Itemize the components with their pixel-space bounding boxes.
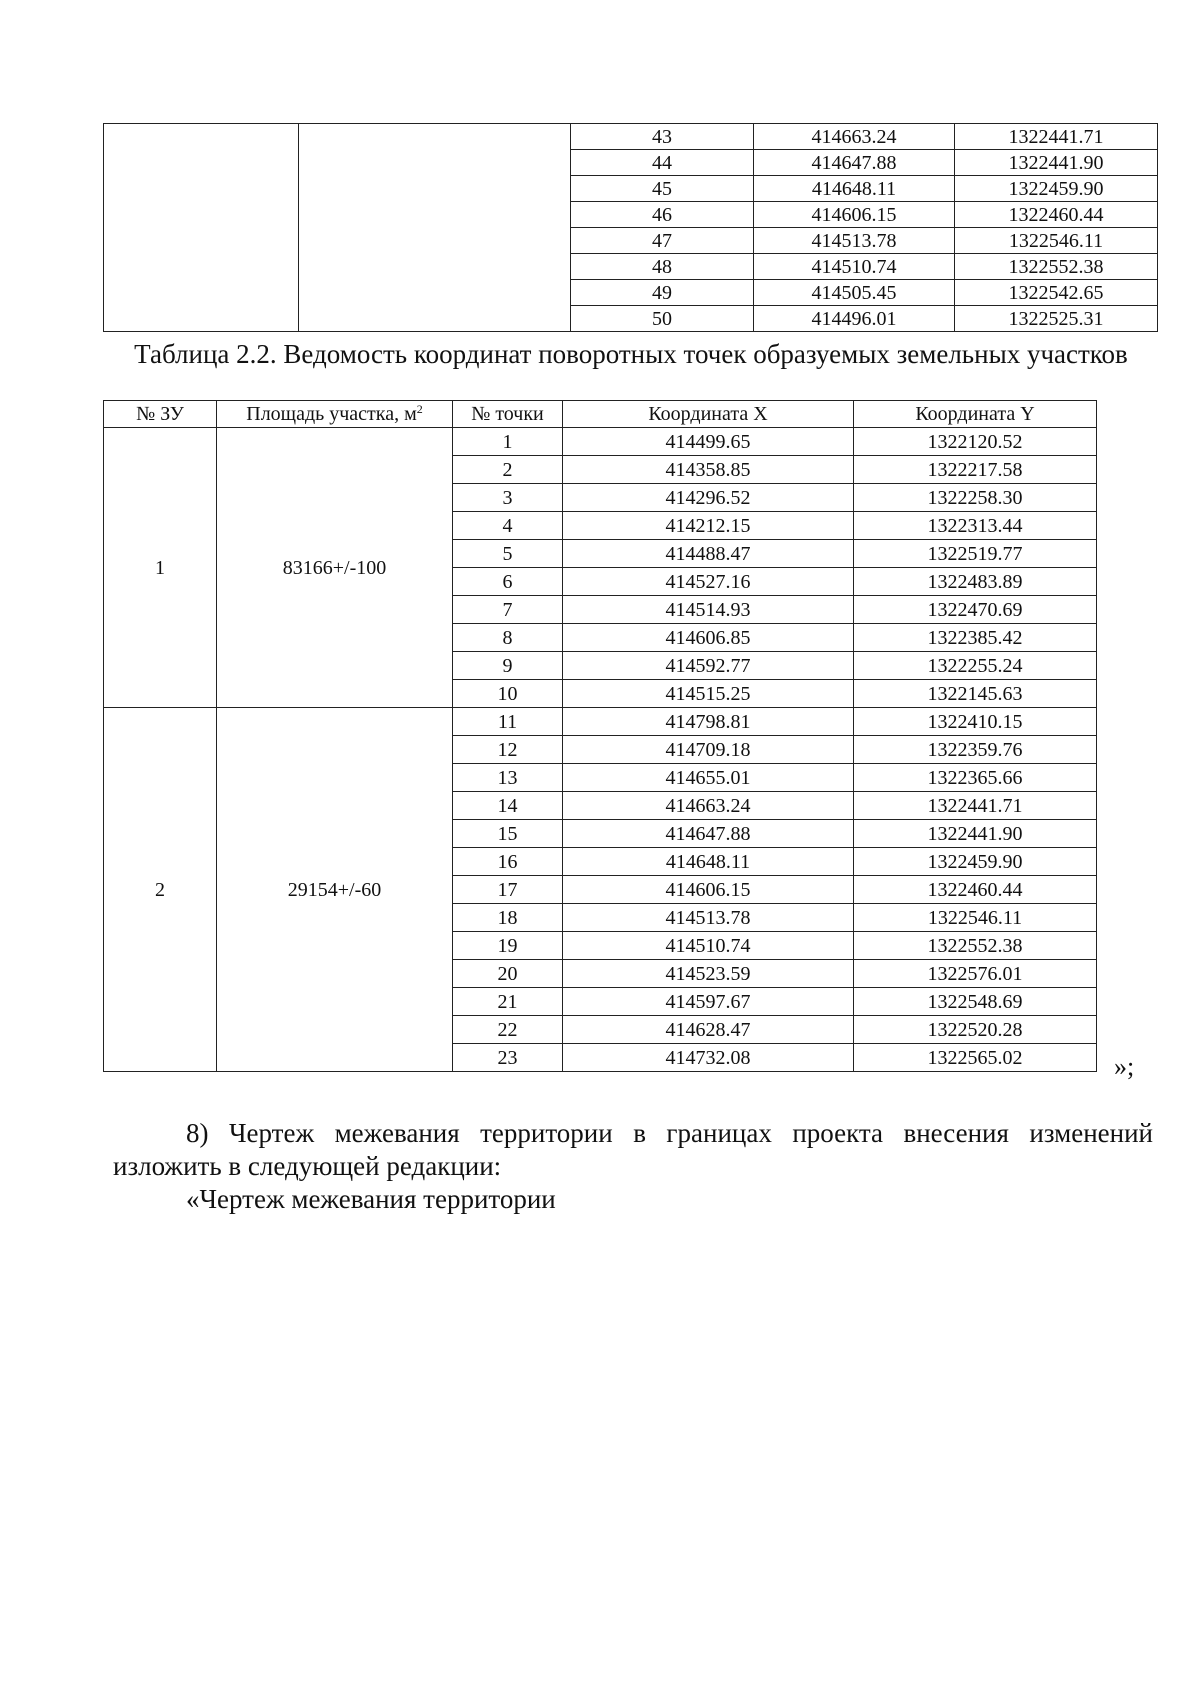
empty-zu-cell <box>104 124 299 332</box>
point-number-cell: 43 <box>571 124 754 150</box>
point-number-cell: 11 <box>453 708 563 736</box>
coord-y-cell: 1322470.69 <box>854 596 1097 624</box>
coord-x-cell: 414496.01 <box>754 306 955 332</box>
continued-coordinates-table <box>103 123 1158 332</box>
coord-y-cell: 1322120.52 <box>854 428 1097 456</box>
area-cell: 29154+/-60 <box>217 708 453 1072</box>
coord-x-cell: 414709.18 <box>563 736 854 764</box>
coord-y-cell: 1322520.28 <box>854 1016 1097 1044</box>
coord-y-cell: 1322441.71 <box>955 124 1158 150</box>
point-number-cell: 13 <box>453 764 563 792</box>
coord-x-cell: 414798.81 <box>563 708 854 736</box>
point-number-cell: 19 <box>453 932 563 960</box>
zu-number-cell: 1 <box>104 428 217 708</box>
closing-quote: »; <box>1114 1052 1135 1081</box>
coord-y-cell: 1322460.44 <box>854 876 1097 904</box>
coord-x-cell: 414655.01 <box>563 764 854 792</box>
point-number-cell: 20 <box>453 960 563 988</box>
table-caption: Таблица 2.2. Ведомость координат поворотных точек образуемых земельных участков <box>134 339 1128 369</box>
coord-y-cell: 1322552.38 <box>854 932 1097 960</box>
point-number-cell: 21 <box>453 988 563 1016</box>
header-zu: № ЗУ <box>104 401 217 428</box>
coord-x-cell: 414510.74 <box>563 932 854 960</box>
header-point: № точки <box>453 401 563 428</box>
coord-y-cell: 1322460.44 <box>955 202 1158 228</box>
coord-x-cell: 414515.25 <box>563 680 854 708</box>
point-number-cell: 47 <box>571 228 754 254</box>
point-number-cell: 18 <box>453 904 563 932</box>
point-number-cell: 49 <box>571 280 754 306</box>
coord-y-cell: 1322542.65 <box>955 280 1158 306</box>
point-number-cell: 4 <box>453 512 563 540</box>
point-number-cell: 22 <box>453 1016 563 1044</box>
empty-area-cell <box>299 124 571 332</box>
coord-x-cell: 414647.88 <box>754 150 955 176</box>
coord-x-cell: 414606.15 <box>754 202 955 228</box>
coord-x-cell: 414212.15 <box>563 512 854 540</box>
coord-y-cell: 1322483.89 <box>854 568 1097 596</box>
coord-y-cell: 1322576.01 <box>854 960 1097 988</box>
header-area-sup: 2 <box>416 402 423 416</box>
coord-x-cell: 414606.85 <box>563 624 854 652</box>
coord-x-cell: 414647.88 <box>563 820 854 848</box>
paragraph-8-line1: 8) Чертеж межевания территории в границах проекта внесения изменений <box>186 1118 1153 1148</box>
table-row <box>104 124 1158 150</box>
coord-y-cell: 1322459.90 <box>854 848 1097 876</box>
coord-x-cell: 414663.24 <box>563 792 854 820</box>
table-row <box>104 428 1097 456</box>
coord-y-cell: 1322525.31 <box>955 306 1158 332</box>
point-number-cell: 3 <box>453 484 563 512</box>
coord-x-cell: 414513.78 <box>563 904 854 932</box>
paragraph-8-line2: изложить в следующей редакции: <box>113 1151 502 1181</box>
point-number-cell: 5 <box>453 540 563 568</box>
coord-y-cell: 1322359.76 <box>854 736 1097 764</box>
coord-x-cell: 414358.85 <box>563 456 854 484</box>
coord-y-cell: 1322552.38 <box>955 254 1158 280</box>
point-number-cell: 12 <box>453 736 563 764</box>
point-number-cell: 8 <box>453 624 563 652</box>
table-row <box>104 708 1097 736</box>
coord-x-cell: 414499.65 <box>563 428 854 456</box>
zu-number-cell: 2 <box>104 708 217 1072</box>
coord-x-cell: 414505.45 <box>754 280 955 306</box>
header-area <box>217 401 453 428</box>
coord-y-cell: 1322548.69 <box>854 988 1097 1016</box>
coord-y-cell: 1322565.02 <box>854 1044 1097 1072</box>
header-x: Координата X <box>563 401 854 428</box>
coordinates-table <box>103 400 1097 1072</box>
point-number-cell: 16 <box>453 848 563 876</box>
point-number-cell: 46 <box>571 202 754 228</box>
point-number-cell: 14 <box>453 792 563 820</box>
coord-x-cell: 414628.47 <box>563 1016 854 1044</box>
coord-y-cell: 1322365.66 <box>854 764 1097 792</box>
coord-x-cell: 414510.74 <box>754 254 955 280</box>
coord-y-cell: 1322258.30 <box>854 484 1097 512</box>
point-number-cell: 7 <box>453 596 563 624</box>
coord-x-cell: 414488.47 <box>563 540 854 568</box>
coord-x-cell: 414592.77 <box>563 652 854 680</box>
coord-y-cell: 1322313.44 <box>854 512 1097 540</box>
table-header-row <box>104 401 1097 428</box>
point-number-cell: 10 <box>453 680 563 708</box>
header-area-label: Площадь участка, м <box>246 403 417 425</box>
point-number-cell: 50 <box>571 306 754 332</box>
coord-y-cell: 1322459.90 <box>955 176 1158 202</box>
paragraph-title: «Чертеж межевания территории <box>186 1184 556 1214</box>
point-number-cell: 6 <box>453 568 563 596</box>
coord-x-cell: 414606.15 <box>563 876 854 904</box>
point-number-cell: 15 <box>453 820 563 848</box>
coord-x-cell: 414648.11 <box>754 176 955 202</box>
coord-y-cell: 1322441.90 <box>854 820 1097 848</box>
point-number-cell: 23 <box>453 1044 563 1072</box>
header-y: Координата Y <box>854 401 1097 428</box>
point-number-cell: 45 <box>571 176 754 202</box>
point-number-cell: 1 <box>453 428 563 456</box>
coord-x-cell: 414523.59 <box>563 960 854 988</box>
point-number-cell: 44 <box>571 150 754 176</box>
point-number-cell: 48 <box>571 254 754 280</box>
coord-y-cell: 1322546.11 <box>955 228 1158 254</box>
coord-x-cell: 414648.11 <box>563 848 854 876</box>
coord-y-cell: 1322410.15 <box>854 708 1097 736</box>
point-number-cell: 9 <box>453 652 563 680</box>
coord-x-cell: 414732.08 <box>563 1044 854 1072</box>
coord-y-cell: 1322519.77 <box>854 540 1097 568</box>
coord-y-cell: 1322441.90 <box>955 150 1158 176</box>
coord-x-cell: 414527.16 <box>563 568 854 596</box>
coord-x-cell: 414296.52 <box>563 484 854 512</box>
coord-y-cell: 1322217.58 <box>854 456 1097 484</box>
coord-y-cell: 1322145.63 <box>854 680 1097 708</box>
coord-y-cell: 1322385.42 <box>854 624 1097 652</box>
point-number-cell: 2 <box>453 456 563 484</box>
coord-x-cell: 414514.93 <box>563 596 854 624</box>
coord-y-cell: 1322441.71 <box>854 792 1097 820</box>
coord-x-cell: 414597.67 <box>563 988 854 1016</box>
coord-x-cell: 414663.24 <box>754 124 955 150</box>
coord-x-cell: 414513.78 <box>754 228 955 254</box>
coord-y-cell: 1322546.11 <box>854 904 1097 932</box>
area-cell: 83166+/-100 <box>217 428 453 708</box>
coord-y-cell: 1322255.24 <box>854 652 1097 680</box>
point-number-cell: 17 <box>453 876 563 904</box>
